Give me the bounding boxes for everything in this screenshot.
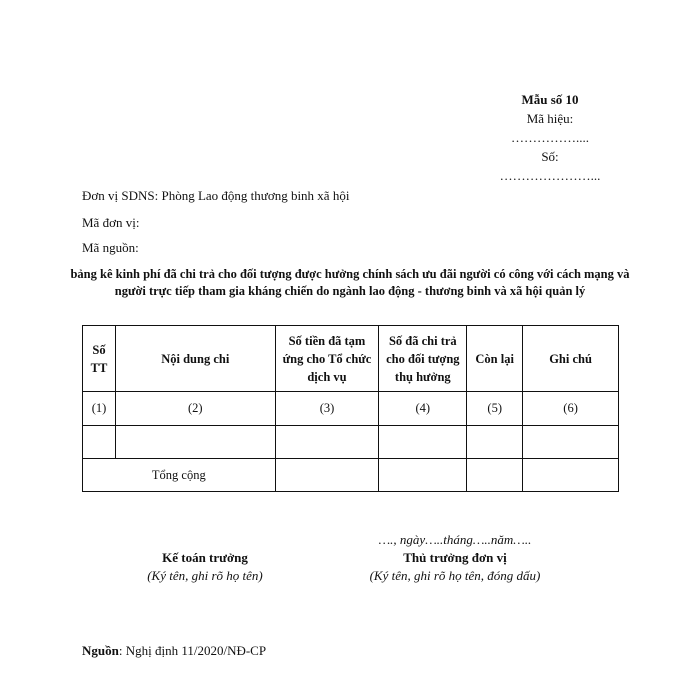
form-number: Mẫu số 10 [521,92,579,107]
accountant-note: (Ký tên, ghi rõ họ tên) [147,568,263,583]
index-cell: (5) [467,392,523,426]
number-label: Số: [541,149,559,164]
accountant-signature [130,549,280,585]
head-signature [350,531,560,585]
empty-cell [467,426,523,459]
empty-cell [275,426,379,459]
document-title: bảng kê kinh phí đã chi trả cho đối tượng được hưởng chính sách ưu đãi người có công với cách mạng và người trực tiếp tham gia kháng chiến do ngành lao động - thương binh và xã hội quản lý [70,267,630,298]
index-cell: (1) [83,392,116,426]
source-line [82,643,266,659]
header-cell-stt: Số TT [83,326,116,392]
source-code-line: Mã nguồn: [82,240,139,255]
code-placeholder: …………….... [511,130,589,145]
empty-cell [275,459,379,492]
header-cell-paid: Số đã chi trả cho đối tượng thụ hưởng [379,326,467,392]
empty-cell [379,459,467,492]
table-row [83,426,619,459]
header-cell-notes: Ghi chú [523,326,619,392]
empty-cell [83,426,116,459]
accountant-title: Kế toán trưởng [162,550,248,565]
empty-cell [523,426,619,459]
form-header [470,90,630,185]
unit-code-line: Mã đơn vị: [82,215,140,230]
table-header-row [83,326,619,392]
source-text: : Nghị định 11/2020/NĐ-CP [118,643,267,658]
unit-line: Đơn vị SDNS: Phòng Lao động thương binh xã hội [82,188,350,203]
empty-cell [115,426,275,459]
table-index-row [83,392,619,426]
header-cell-advance: Số tiền đã tạm ứng cho Tổ chức dịch vụ [275,326,379,392]
header-cell-remaining: Còn lại [467,326,523,392]
empty-cell [379,426,467,459]
empty-cell [467,459,523,492]
total-label: Tổng cộng [83,459,276,492]
empty-cell [523,459,619,492]
table-total-row [83,459,619,492]
source-label: Nguồn [82,643,119,658]
number-placeholder: …………………... [499,168,601,183]
date-line: …., ngày…..tháng…..năm….. [378,532,532,547]
header-cell-content: Nội dung chi [115,326,275,392]
index-cell: (6) [523,392,619,426]
head-note: (Ký tên, ghi rõ họ tên, đóng dấu) [369,568,541,583]
index-cell: (2) [115,392,275,426]
index-cell: (4) [379,392,467,426]
index-cell: (3) [275,392,379,426]
head-title: Thủ trưởng đơn vị [403,550,507,565]
expense-table [82,325,619,492]
code-label: Mã hiệu: [526,111,574,126]
